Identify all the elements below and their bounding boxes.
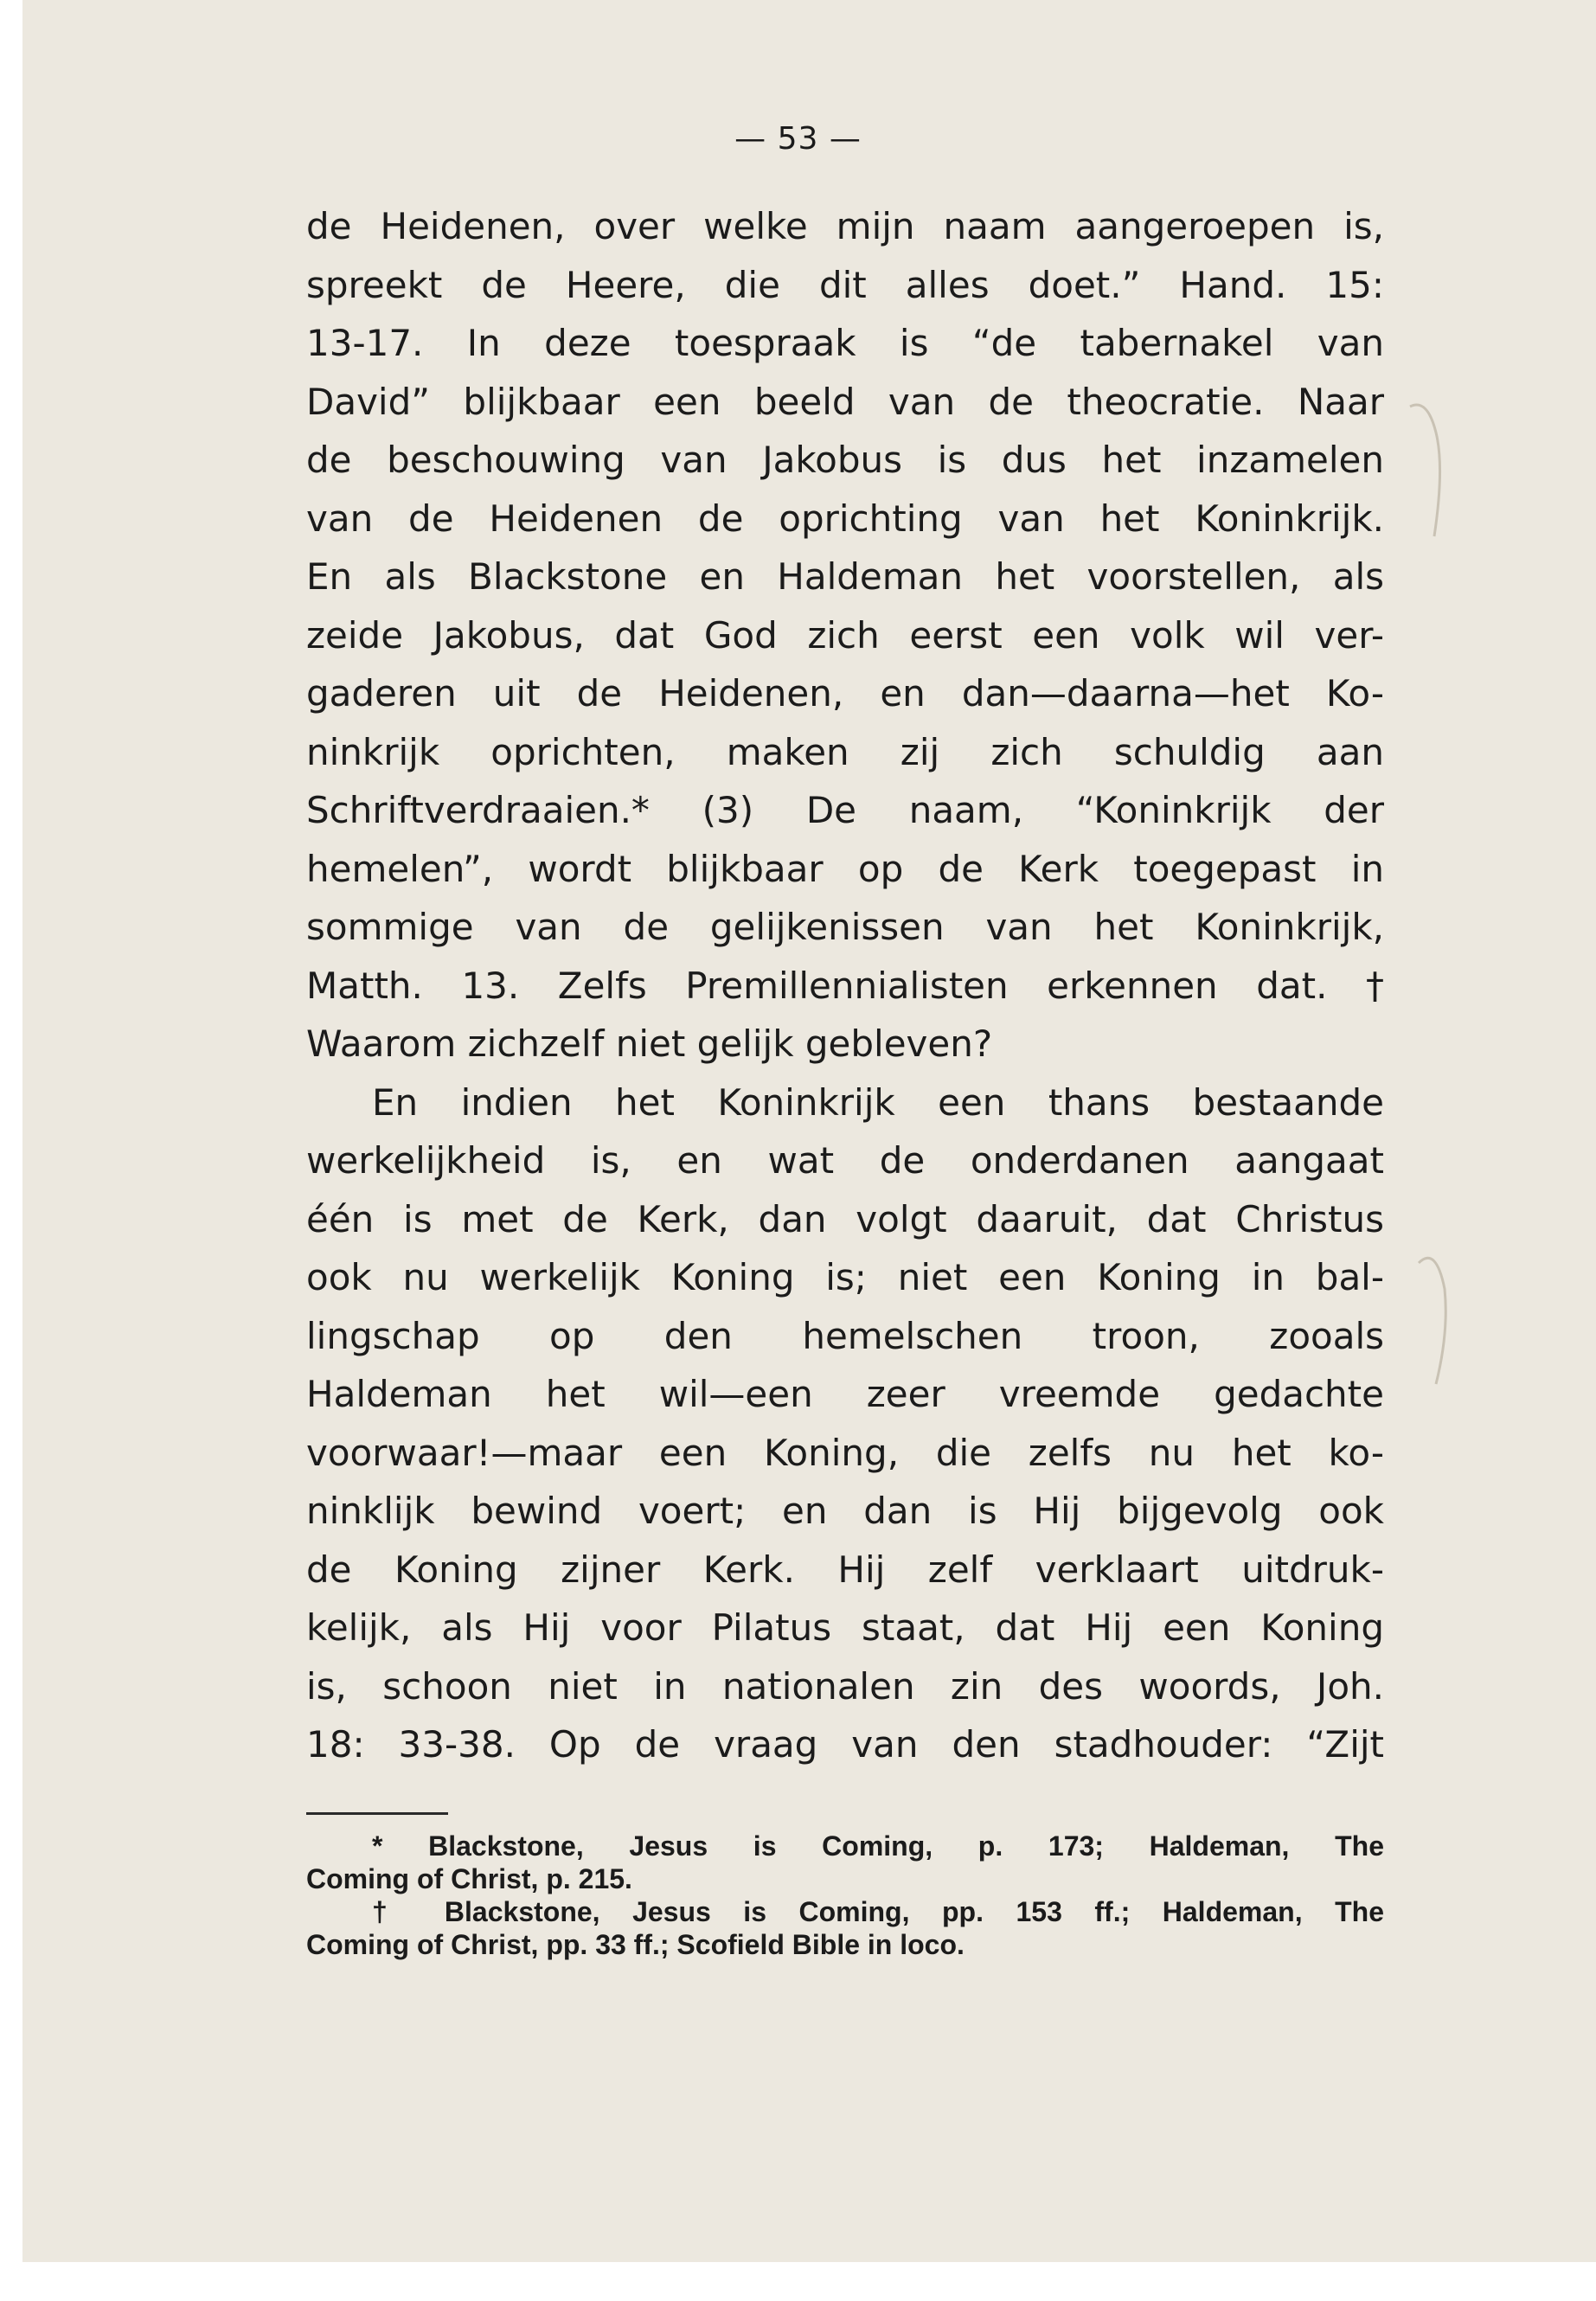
paragraph-1 bbox=[306, 197, 1384, 1074]
text-line: En als Blackstone en Haldeman het voorstellen, als bbox=[306, 555, 1384, 598]
text-line: ninklijk bewind voert; en dan is Hij bijgevolg ook bbox=[306, 1490, 1384, 1532]
scan-border-bottom bbox=[0, 2262, 1596, 2301]
footnote-rule bbox=[306, 1812, 448, 1815]
margin-marks bbox=[1401, 381, 1471, 1505]
text-line: ninkrijk oprichten, maken zij zich schuldig aan bbox=[306, 730, 1384, 773]
margin-stroke bbox=[1419, 1258, 1445, 1384]
text-line: lingschap op den hemelschen troon, zooals bbox=[306, 1314, 1384, 1357]
text-line: Matth. 13. Zelfs Premillennialisten erkennen dat. † bbox=[306, 964, 1384, 1007]
footnotes bbox=[306, 1830, 1384, 1961]
text-line: is, schoon niet in nationalen zin des woords, Joh. bbox=[306, 1664, 1384, 1708]
text-line: sommige van de gelijkenissen van het Koninkrijk, bbox=[306, 906, 1384, 948]
text-line: 18: 33-38. Op de vraag van den stadhouder: “Zijt bbox=[306, 1723, 1384, 1766]
text-line: voorwaar!—maar een Koning, die zelfs nu het ko- bbox=[306, 1431, 1384, 1474]
scan-border-left bbox=[0, 0, 22, 2301]
text-line: van de Heidenen de oprichting van het Koninkrijk. bbox=[306, 497, 1384, 540]
text-line: ook nu werkelijk Koning is; niet een Koning in bal- bbox=[306, 1256, 1384, 1298]
text-line: kelijk, als Hij voor Pilatus staat, dat Hij een Koning bbox=[306, 1606, 1384, 1649]
footnote-line: Coming of Christ, pp. 33 ff.; Scofield Bible in loco. bbox=[306, 1929, 965, 1960]
text-line: En indien het Koninkrijk een thans bestaande bbox=[372, 1080, 1384, 1124]
text-line: Haldeman het wil—een zeer vreemde gedachte bbox=[306, 1373, 1384, 1415]
text-line: de beschouwing van Jakobus is dus het inzamelen bbox=[306, 439, 1384, 481]
text-line: spreekt de Heere, die dit alles doet.” Hand. 15: bbox=[306, 263, 1384, 306]
text-line: Waarom zichzelf niet gelijk gebleven? bbox=[306, 1022, 993, 1065]
text-line: Schriftverdraaien.* (3) De naam, “Koninkrijk der bbox=[306, 789, 1384, 831]
body-text bbox=[306, 197, 1384, 1774]
paragraph-2 bbox=[306, 1074, 1384, 1774]
margin-stroke bbox=[1410, 405, 1440, 536]
footnote-1 bbox=[306, 1830, 1384, 1895]
text-line: één is met de Kerk, dan volgt daaruit, dat Christus bbox=[306, 1197, 1384, 1240]
footnote-2 bbox=[306, 1895, 1384, 1961]
text-line: 13-17. In deze toespraak is “de tabernakel van bbox=[306, 322, 1384, 364]
footnote-line: Coming of Christ, p. 215. bbox=[306, 1863, 632, 1894]
page-number: — 53 — bbox=[734, 121, 862, 157]
text-line: David” blijkbaar een beeld van de theocratie. Naar bbox=[306, 380, 1384, 423]
footnote-line: * Blackstone, Jesus is Coming, p. 173; Haldeman, The bbox=[372, 1830, 1384, 1862]
text-line: werkelijkheid is, en wat de onderdanen aangaat bbox=[306, 1139, 1384, 1182]
text-line: de Heidenen, over welke mijn naam aangeroepen is, bbox=[306, 205, 1384, 247]
text-line: zeide Jakobus, dat God zich eerst een volk wil ver- bbox=[306, 613, 1384, 657]
text-line: hemelen”, wordt blijkbaar op de Kerk toegepast in bbox=[306, 847, 1384, 890]
text-line: gaderen uit de Heidenen, en dan—daarna—het Ko- bbox=[306, 672, 1384, 715]
footnote-line: † Blackstone, Jesus is Coming, pp. 153 ff.; Haldeman, The bbox=[372, 1896, 1384, 1927]
text-line: de Koning zijner Kerk. Hij zelf verklaart uitdruk- bbox=[306, 1548, 1384, 1591]
